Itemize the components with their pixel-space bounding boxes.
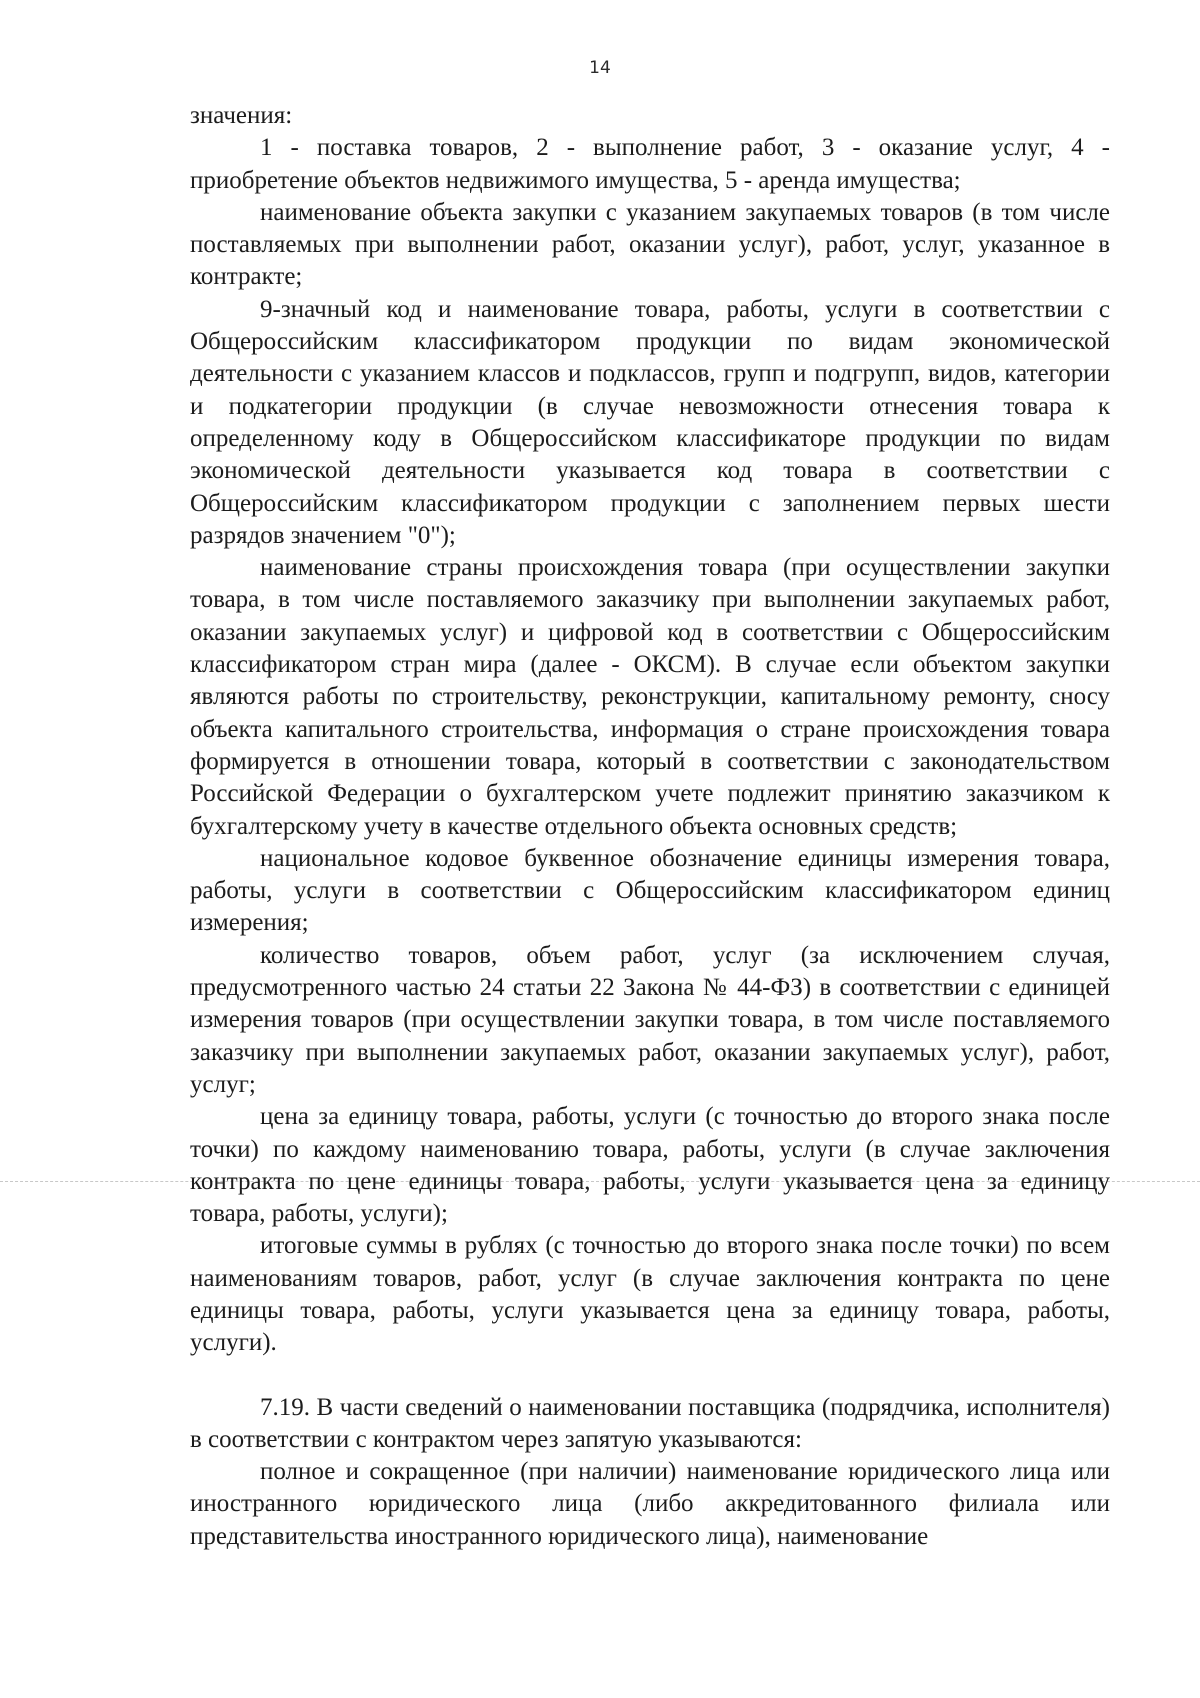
document-body (190, 100, 1110, 1553)
paragraph-section-7-19: 7.19. В части сведений о наименовании поставщика (подрядчика, исполнителя) в соответствии с контрактом через запятую указываются: (190, 1393, 1110, 1453)
paragraph-supplier-name: полное и сокращенное (при наличии) наименование юридического лица или иностранного юридического лица (либо аккредитованного филиала или представительства иностранного юридического лица), наименование (190, 1458, 1110, 1550)
paragraph-unit-price: цена за единицу товара, работы, услуги (с точностью до второго знака после точки) по каждому наименованию товара, работы, услуги (в случае заключения контракта по цене единицы товара, работы, услуги указывается цена за единицу товара, работы, услуги); (190, 1103, 1110, 1228)
paragraph-continuation: значения: (190, 102, 293, 129)
paragraph-unit-code: национальное кодовое буквенное обозначение единицы измерения товара, работы, услуги в соответствии с Общероссийским классификатором единиц измерения; (190, 844, 1110, 937)
paragraph-total-sums: итоговые суммы в рублях (с точностью до второго знака после точки) по всем наименованиям товаров, работ, услуг (в случае заключения контракта по цене единицы товара, работы, услуги указывается цена за единицу товара, работы, услуги). (190, 1232, 1110, 1357)
paragraph-country-origin: наименование страны происхождения товара (при осуществлении закупки товара, в том числе поставляемого заказчику при выполнении закупаемых работ, оказании закупаемых услуг) и цифровой код в соответствии с Общероссийским классификатором стран мира (далее - ОКСМ). В случае если объектом закупки являются работы по строительству, реконструкции, капитальному ремонту, сносу объекта капитального строительства, информация о стране происхождения товара формируется в отношении товара, который в соответствии с законодательством Российской Федерации о бухгалтерском учете подлежит принятию заказчиком к бухгалтерскому учету в качестве отдельного объекта основных средств; (190, 554, 1110, 840)
page-number: 14 (589, 58, 611, 78)
paragraph-quantity: количество товаров, объем работ, услуг (за исключением случая, предусмотренного частью 24 статьи 22 Закона № 44-ФЗ) в соответствии с единицей измерения товаров (при осуществлении закупки товара, в том числе поставляемого заказчику при выполнении закупаемых работ, оказании закупаемых услуг), работ, услуг; (190, 941, 1110, 1098)
paragraph-codes-list: 1 - поставка товаров, 2 - выполнение работ, 3 - оказание услуг, 4 - приобретение объектов недвижимого имущества, 5 - аренда имущества; (190, 134, 1110, 194)
paragraph-object-name: наименование объекта закупки с указанием закупаемых товаров (в том числе поставляемых при выполнении работ, оказании услуг), работ, услуг, указанное в контракте; (190, 198, 1110, 291)
paragraph-okpd-code: 9-значный код и наименование товара, работы, услуги в соответствии с Общероссийским классификатором продукции по видам экономической деятельности с указанием классов и подклассов, групп и подгрупп, видов, категории и подкатегории продукции (в случае невозможности отнесения товара к определенному коду в Общероссийском классификаторе продукции по видам экономической деятельности указывается код товара в соответствии с Общероссийским классификатором продукции с заполнением первых шести разрядов значением "0"); (190, 295, 1110, 549)
